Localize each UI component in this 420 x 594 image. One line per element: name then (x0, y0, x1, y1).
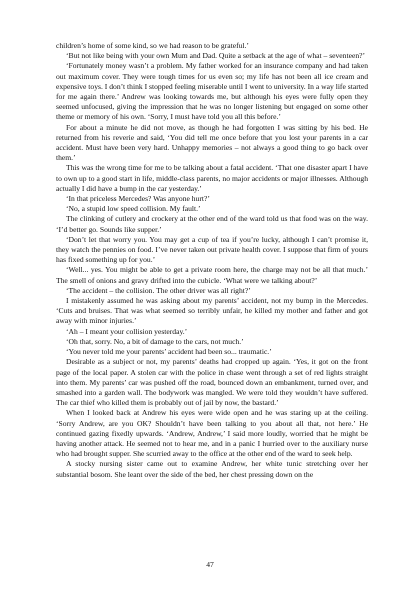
paragraph: ‘But not like being with your own Mum and Dad. Quite a setback at the age of what – seventeen?’ (66, 51, 366, 61)
paragraph: ‘Don’t let that worry you. You may get a cup of tea if you’re lucky, although I can’t promise it, they watch the pennies on food. I’ve never taken out private health cover. I suppose that firm of yours has fixed something up for you.’ (56, 234, 368, 265)
paragraph: When I looked back at Andrew his eyes were wide open and he was staring up at the ceiling. ‘Sorry Andrew, are you OK? Shouldn’t have been talking to you about all that, not here.’ He continued gazing fixedly upwards. ‘Andrew, Andrew,’ I said more loudly, worried that he might be having another attack. He seemed not to hear me, and in a panic I hurried over to the auxiliary nurse who had brought supper. She scurried away to the office at the other end of the ward to seek help. (56, 408, 368, 459)
paragraph: ‘Fortunately money wasn’t a problem. My father worked for an insurance company and had taken out maximum cover. They were tough times for us even so; my life has not been all ice cream and expensive toys. I don’t think I stopped feeling miserable until I went to university. In a way life started for me again there.’ Andrew was looking towards me, but although his eyes were fully open they seemed unfocused, giving the impression that he was no longer listening but engaged on some other theme or memory of his own. ‘Sorry, I must have told you all this before.’ (56, 61, 368, 122)
paragraph: ‘Well... yes. You might be able to get a private room here, the charge may not be all that much.’ The smell of onions and gravy drifted into the cubicle. ‘What were we talking about?’ (56, 265, 368, 285)
paragraph: I mistakenly assumed he was asking about my parents’ accident, not my bump in the Mercedes. ‘Cuts and bruises. That was what seemed so terribly unfair, he killed my mother and father and got away with minor injuries.’ (56, 296, 368, 326)
paragraph: This was the wrong time for me to be talking about a fatal accident. ‘That one disaster apart I have to own up to a good start in life, middle-class parents, no major accidents or major illnesses. Although actually I did have a bump in the car yesterday.’ (56, 163, 368, 193)
paragraph: ‘The accident – the collision. The other driver was all right?’ (66, 285, 251, 295)
paragraph: For about a minute he did not move, as though he had forgotten I was sitting by his bed. He returned from his reverie and said, ‘You did tell me once before that you lost your parents in a car accident. Must have been very hard. Unhappy memories – not always a good thing to go back over them.’ (56, 122, 368, 163)
paragraph: ‘Oh that, sorry. No, a bit of damage to the cars, not much.’ (66, 336, 244, 346)
paragraph: ‘You never told me your parents’ accident had been so... traumatic.’ (66, 347, 272, 357)
paragraph: The clinking of cutlery and crockery at the other end of the ward told us that food was on the way. ‘I’d better go. Sounds like supper.’ (56, 214, 368, 234)
body-text (56, 41, 368, 480)
paragraph: ‘Ah – I meant your collision yesterday.’ (66, 326, 188, 336)
paragraph: children’s home of some kind, so we had reason to be grateful.’ (56, 41, 249, 50)
paragraph: ‘No, a stupid low speed collision. My fault.’ (66, 204, 201, 214)
paragraph: A stocky nursing sister came out to examine Andrew, her white tunic stretching over her substantial bosom. She leant over the side of the bed, her chest pressing down on the (56, 459, 368, 479)
page-number: 47 (206, 560, 214, 569)
paragraph: ‘In that priceless Mercedes? Was anyone hurt?’ (66, 194, 210, 204)
paragraph: Desirable as a subject or not, my parents’ deaths had cropped up again. ‘Yes, it got on the front page of the local paper. A stolen car with the police in chase went through a set of red lights straight into them. My parents’ car was pushed off the road, bounced down an embankment, turned over, and smashed into a garden wall. The bodywork was mangled. We were told they wouldn’t have suffered. The car thief who killed them is probably out of jail by now, the bastard.’ (56, 357, 368, 408)
